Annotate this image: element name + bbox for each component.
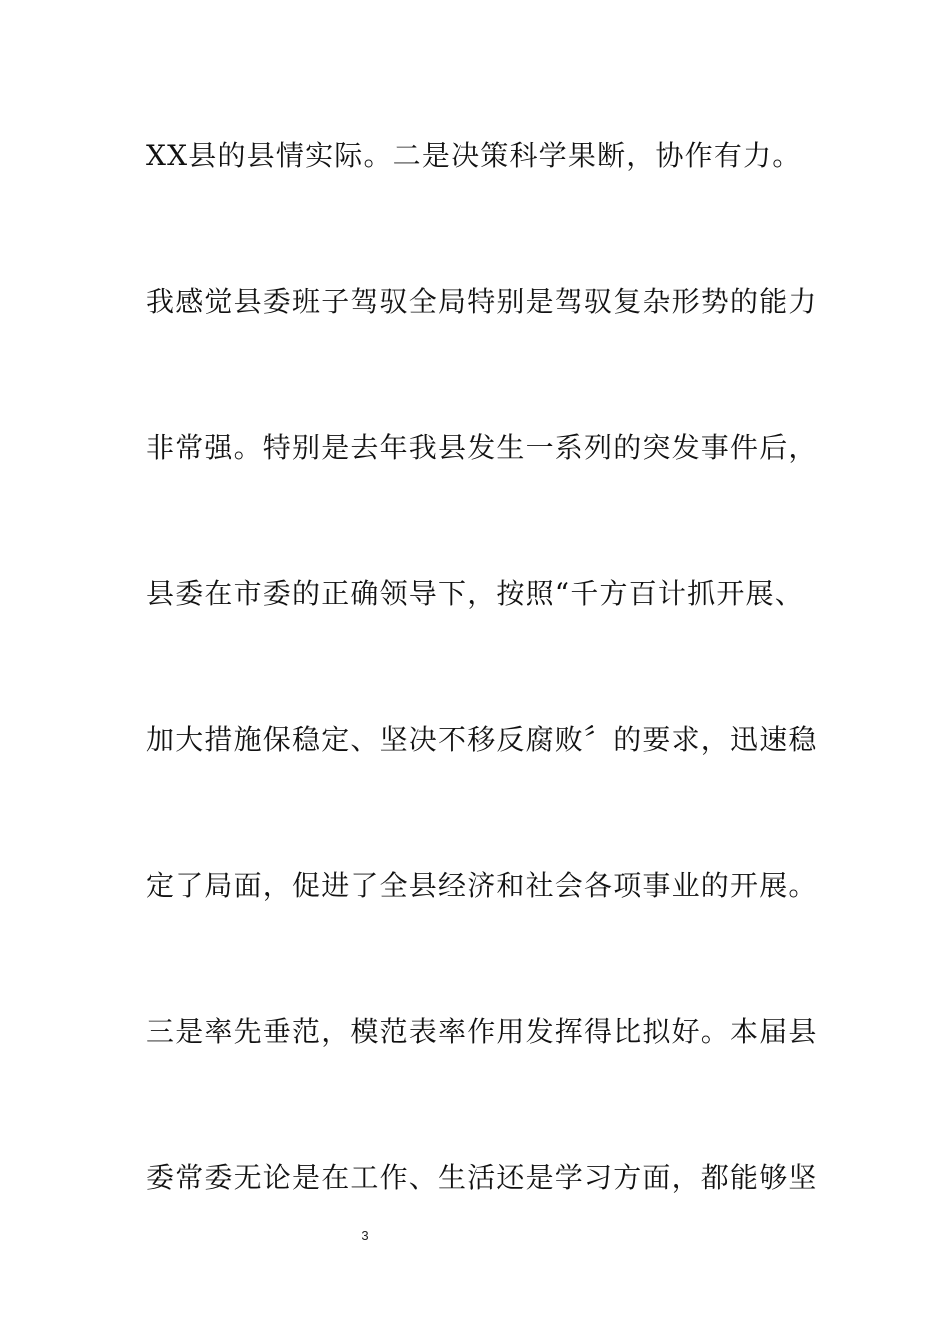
body-text-line: 三是率先垂范，模范表率作用发挥得比拟好。本届县 bbox=[146, 1015, 818, 1048]
body-text-line: XX县的县情实际。二是决策科学果断，协作有力。 bbox=[146, 139, 802, 172]
body-text-line: 我感觉县委班子驾驭全局特别是驾驭复杂形势的能力 bbox=[146, 285, 818, 318]
body-text-line: 加大措施保稳定、坚决不移反腐败〞的要求，迅速稳 bbox=[146, 723, 818, 756]
body-text-line: 非常强。特别是去年我县发生一系列的突发事件后， bbox=[146, 431, 818, 464]
page-number: 3 bbox=[361, 1228, 369, 1243]
body-text-line: 委常委无论是在工作、生活还是学习方面，都能够坚 bbox=[146, 1161, 818, 1194]
body-text-line: 县委在市委的正确领导下，按照“千方百计抓开展、 bbox=[146, 577, 804, 610]
body-text-line: 定了局面，促进了全县经济和社会各项事业的开展。 bbox=[146, 869, 818, 902]
